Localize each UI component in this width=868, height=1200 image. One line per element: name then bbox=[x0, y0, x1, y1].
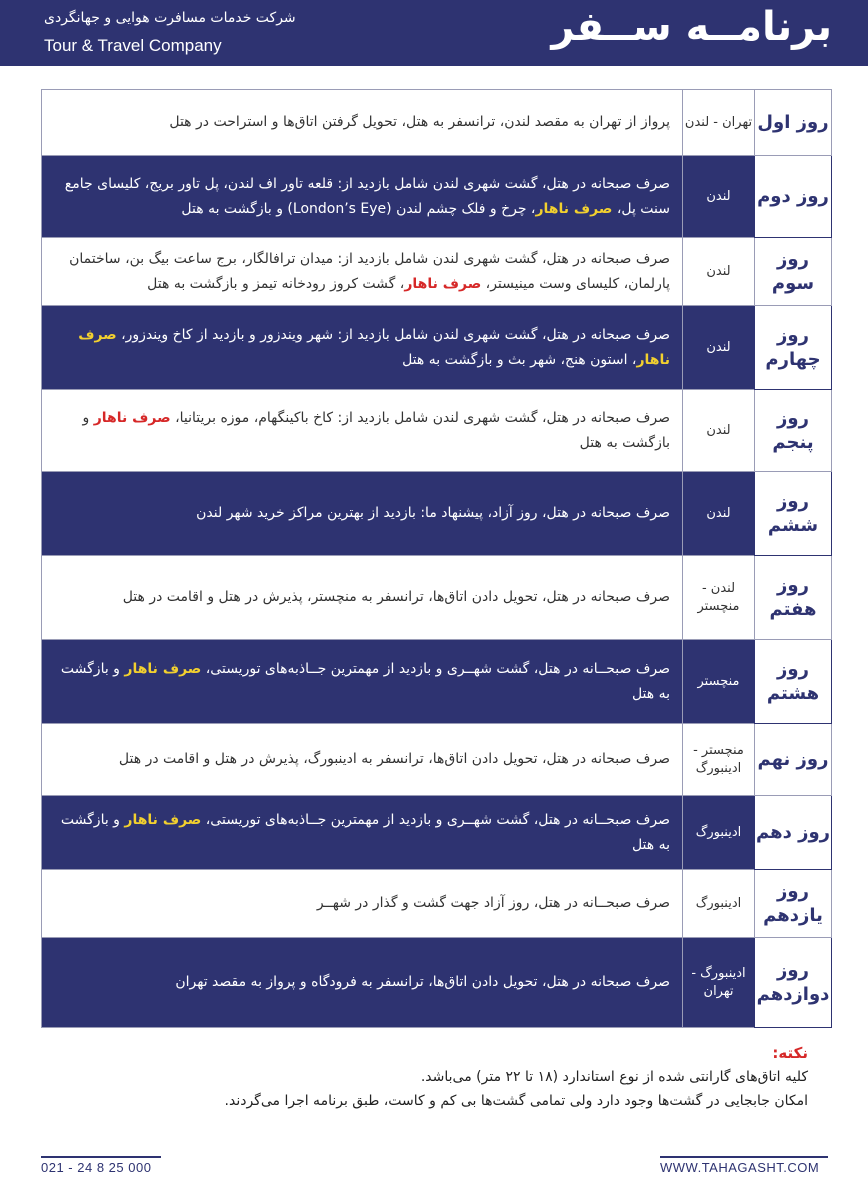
itinerary-row bbox=[42, 938, 832, 1028]
city-label: تهران - لندن bbox=[683, 90, 755, 156]
city-label: لندن bbox=[683, 390, 755, 472]
city-label: منچستر - ادینبورگ bbox=[683, 724, 755, 796]
itinerary-row bbox=[42, 390, 832, 472]
day-description bbox=[42, 238, 683, 306]
day-label: روز هشتم bbox=[755, 640, 832, 724]
description-text: صرف صبحانه در هتل، تحویل دادن اتاق‌ها، ترانسفر به منچستر، پذیرش در هتل و اقامت در هتل bbox=[122, 589, 670, 605]
description-text-end: ، چرخ و فلک چشم لندن (London’s Eye) و بازگشت به هتل bbox=[181, 200, 536, 217]
note-section bbox=[68, 1041, 808, 1113]
day-description bbox=[42, 90, 683, 156]
city-label: لندن bbox=[683, 156, 755, 238]
itinerary-row bbox=[42, 724, 832, 796]
lunch-highlight: صرف ناهار bbox=[404, 275, 482, 292]
day-label: روز هفتم bbox=[755, 556, 832, 640]
day-label: روز یازدهم bbox=[755, 870, 832, 938]
description-text-end: و بازگشت به هتل bbox=[60, 660, 670, 702]
description-text: صرف صبحانه در هتل، تحویل دادن اتاق‌ها، ترانسفر به ادینبورگ، پذیرش در هتل و اقامت در هتل bbox=[118, 751, 670, 767]
city-label: لندن bbox=[683, 306, 755, 390]
note-line-1: کلیه اتاق‌های گارانتی شده از نوع استاندارد (۱۸ تا ۲۲ متر) می‌باشد. bbox=[420, 1069, 808, 1085]
lunch-highlight: صرف ناهار bbox=[124, 811, 202, 828]
day-label: روز پنجم bbox=[755, 390, 832, 472]
day-description bbox=[42, 938, 683, 1028]
day-label: روز نهم bbox=[755, 724, 832, 796]
footer-divider-right bbox=[660, 1156, 828, 1158]
day-description bbox=[42, 556, 683, 640]
day-description bbox=[42, 796, 683, 870]
day-description bbox=[42, 472, 683, 556]
day-description bbox=[42, 156, 683, 238]
itinerary-row bbox=[42, 238, 832, 306]
description-text: صرف صبحانه در هتل، تحویل دادن اتاق‌ها، ترانسفر به فرودگاه و پرواز به مقصد تهران bbox=[175, 974, 670, 990]
footer-website[interactable]: WWW.TAHAGASHT.COM bbox=[660, 1160, 820, 1175]
description-text: صرف صبحانه در هتل، گشت شهری لندن شامل بازدید از: قلعه تاور اف لندن، پل تاور بریج، کلیسای جامع سنت پل، bbox=[64, 175, 670, 217]
day-description bbox=[42, 640, 683, 724]
day-description bbox=[42, 390, 683, 472]
footer-phone: 021 - 24 8 25 000 bbox=[41, 1160, 152, 1175]
city-label: لندن - منچستر bbox=[683, 556, 755, 640]
description-text: صرف صبحانه در هتل، گشت شهری لندن شامل بازدید از: شهر ویندزور و بازدید از کاخ ویندزور، bbox=[116, 326, 670, 343]
day-label: روز دوازدهم bbox=[755, 938, 832, 1028]
day-label: روز اول bbox=[755, 90, 832, 156]
lunch-highlight: صرف ناهار bbox=[93, 409, 171, 426]
page-title: برنامــه ســفر bbox=[551, 4, 832, 50]
description-text: صرف صبحانه در هتل، گشت شهری لندن شامل بازدید از: میدان ترافالگار، برج ساعت بیگ بن، ساختمان پارلمان، کلیسای وست مینیستر، bbox=[69, 250, 670, 292]
city-label: منچستر bbox=[683, 640, 755, 724]
lunch-highlight: صرف ناهار bbox=[124, 660, 202, 677]
description-text-end: و بازگشت به هتل bbox=[82, 409, 670, 451]
description-text-end: و بازگشت به هتل bbox=[60, 811, 670, 853]
day-label: روز چهارم bbox=[755, 306, 832, 390]
description-text: صرف صبحانه در هتل، روز آزاد، پیشنهاد ما: بازدید از بهترین مراکز خرید شهر لندن bbox=[196, 505, 670, 521]
itinerary-row bbox=[42, 90, 832, 156]
description-text-end: ، استون هنج، شهر بث و بازگشت به هتل bbox=[402, 351, 637, 368]
description-text: صرف صبحــانه در هتل، گشت شهــری و بازدید از مهمترین جــاذبه‌های توریستی، bbox=[201, 660, 670, 677]
city-label: ادینبورگ bbox=[683, 870, 755, 938]
itinerary-row bbox=[42, 556, 832, 640]
description-text-end: ، گشت کروز رودخانه تیمز و بازگشت به هتل bbox=[147, 275, 405, 292]
day-label: روز دوم bbox=[755, 156, 832, 238]
description-text: صرف صبحانه در هتل، گشت شهری لندن شامل بازدید از: کاخ باکینگهام، موزه بریتانیا، bbox=[170, 409, 670, 426]
footer-divider-left bbox=[41, 1156, 161, 1158]
itinerary-row bbox=[42, 306, 832, 390]
city-label: لندن bbox=[683, 472, 755, 556]
company-name-en: Tour & Travel Company bbox=[44, 36, 222, 55]
note-title: نکته: bbox=[772, 1044, 808, 1062]
day-label: روز دهم bbox=[755, 796, 832, 870]
city-label: ادینبورگ bbox=[683, 796, 755, 870]
day-label: روز سوم bbox=[755, 238, 832, 306]
lunch-highlight: صرف ناهار bbox=[78, 326, 670, 368]
day-description bbox=[42, 306, 683, 390]
lunch-highlight: صرف ناهار bbox=[535, 200, 613, 217]
city-label: لندن bbox=[683, 238, 755, 306]
note-line-2: امکان جابجایی در گشت‌ها وجود دارد ولی تمامی گشت‌ها بی کم و کاست، طبق برنامه اجرا می‌گردند. bbox=[224, 1093, 808, 1109]
description-text: صرف صبحــانه در هتل، روز آزاد جهت گشت و گذار در شهــر bbox=[316, 895, 670, 911]
company-name-fa: شرکت خدمات مسافرت هوایی و جهانگردی bbox=[44, 10, 296, 26]
page-header bbox=[0, 0, 868, 66]
day-label: روز ششم bbox=[755, 472, 832, 556]
itinerary-row bbox=[42, 796, 832, 870]
description-text: پرواز از تهران به مقصد لندن، ترانسفر به هتل، تحویل گرفتن اتاق‌ها و استراحت در هتل bbox=[169, 114, 670, 130]
itinerary-row bbox=[42, 156, 832, 238]
itinerary-row bbox=[42, 472, 832, 556]
city-label: ادینبورگ - تهران bbox=[683, 938, 755, 1028]
description-text: صرف صبحــانه در هتل، گشت شهــری و بازدید از مهمترین جــاذبه‌های توریستی، bbox=[201, 811, 670, 828]
itinerary-row bbox=[42, 870, 832, 938]
itinerary-row bbox=[42, 640, 832, 724]
itinerary-table bbox=[41, 89, 832, 1028]
day-description bbox=[42, 724, 683, 796]
day-description bbox=[42, 870, 683, 938]
